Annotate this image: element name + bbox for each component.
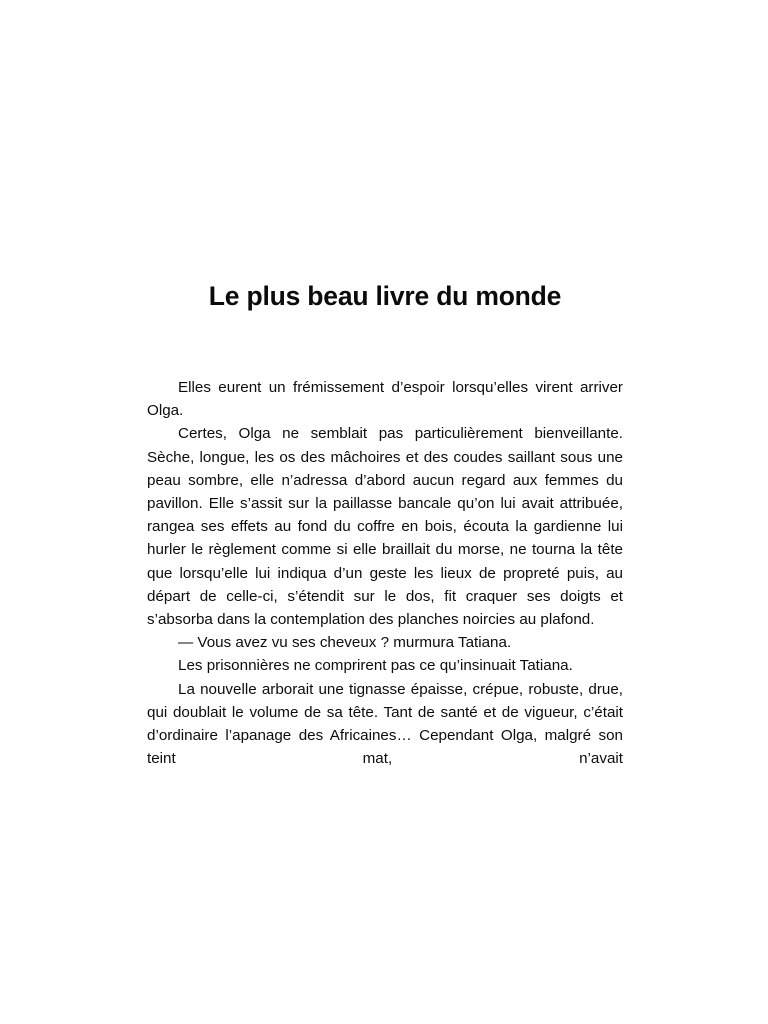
body-text [147,376,623,794]
paragraph: Certes, Olga ne semblait pas particulièrement bienveillante. Sèche, longue, les os des mâchoires et des coudes saillant sous une peau sombre, elle n’adressa d’abord aucun regard aux femmes du pavillon. Elle s’assit sur la paillasse bancale qu’on lui avait attribuée, rangea ses effets au fond du coffre en bois, écouta la gardienne lui hurler le règlement comme si elle braillait du morse, ne tourna la tête que lorsqu’elle lui indiqua d’un geste les lieux de propreté puis, au départ de celle-ci, s’étendit sur le dos, fit craquer ses doigts et s’absorba dans la contemplation des planches noircies au plafond. [147,425,623,629]
paragraph-dialogue: — Vous avez vu ses cheveux ? murmura Tatiana. [178,634,512,652]
paragraph: Elles eurent un frémissement d’espoir lorsqu’elles virent arriver Olga. [147,379,623,420]
paragraph: Les prisonnières ne comprirent pas ce qu’insinuait Tatiana. [178,657,573,675]
paragraph: La nouvelle arborait une tignasse épaisse, crépue, robuste, drue, qui doublait le volume de sa tête. Tant de santé et de vigueur, c’était d’ordinaire l’apanage des Africaines… Cependant Olga, malgré son teint mat, n’avait [147,680,623,768]
page-title: Le plus beau livre du monde [208,281,562,311]
